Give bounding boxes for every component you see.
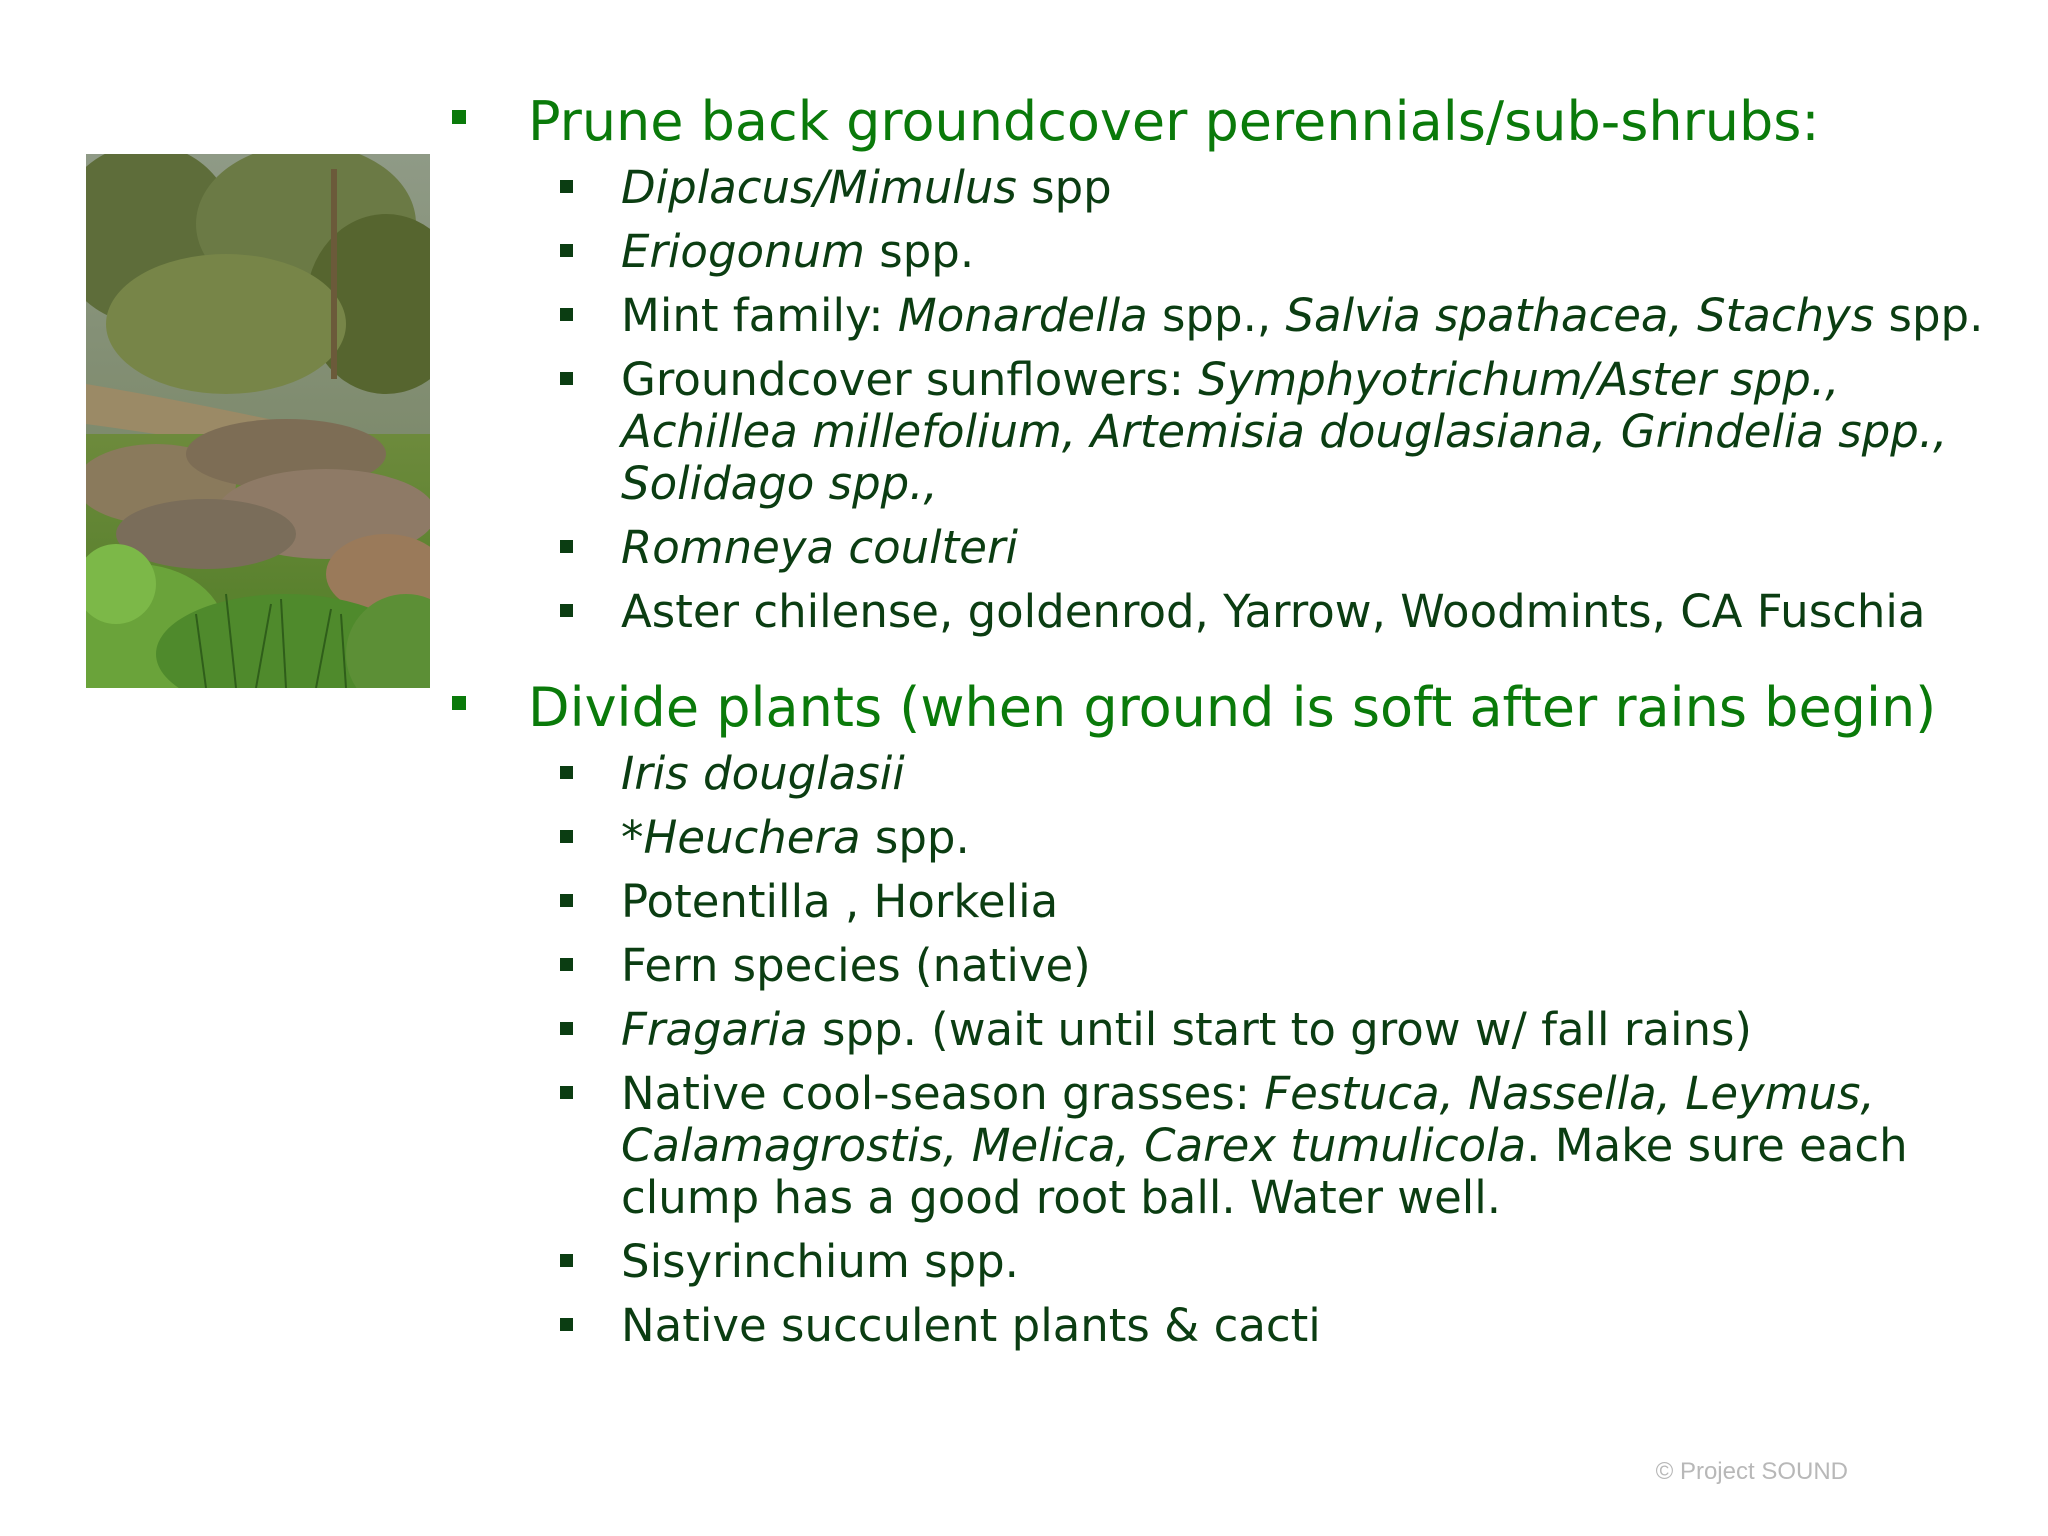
heading-prune-text: Prune back groundcover perennials/sub-shrubs:: [528, 90, 1820, 153]
square-bullet-icon: [452, 696, 466, 710]
list-item: [452, 812, 1992, 864]
list-item-text: [621, 354, 1992, 510]
square-bullet-icon: [560, 1254, 573, 1267]
square-bullet-icon: [560, 766, 573, 779]
text-run: . Make sure each clump has a good root ball. Water well.: [621, 1119, 1908, 1224]
list-item-text: [621, 1300, 1992, 1352]
list-item-text: [621, 586, 1992, 638]
list-item: [452, 1300, 1992, 1352]
copyright-notice: © Project SOUND: [1655, 1458, 1848, 1485]
garden-photo: [86, 154, 430, 688]
square-bullet-icon: [560, 1022, 573, 1035]
text-run: Salvia spathacea, Stachys: [1285, 289, 1875, 342]
heading-divide: [452, 674, 1992, 742]
square-bullet-icon: [560, 372, 573, 385]
square-bullet-icon: [560, 958, 573, 971]
slide-content: [452, 88, 1992, 1364]
square-bullet-icon: [560, 830, 573, 843]
list-item: [452, 522, 1992, 574]
list-item-text: [621, 940, 1992, 992]
section-divide: [452, 674, 1992, 1352]
text-run: Native succulent plants & cacti: [621, 1299, 1321, 1352]
list-item: [452, 162, 1992, 214]
square-bullet-icon: [560, 308, 573, 321]
text-run: *Heuchera: [621, 811, 861, 864]
list-item: [452, 586, 1992, 638]
text-run: Sisyrinchium spp.: [621, 1235, 1019, 1288]
divide-list: [452, 748, 1992, 1352]
list-item-text: [621, 162, 1992, 214]
text-run: Festuca, Nassella, Leymus, Calamagrostis, Melica, Carex tumulicola: [621, 1067, 1875, 1172]
text-run: Iris douglasii: [621, 747, 905, 800]
square-bullet-icon: [452, 110, 466, 124]
text-run: Symphyotrichum/Aster spp., Achillea millefolium, Artemisia douglasiana, Grindelia spp., Solidago spp.,: [621, 353, 1948, 510]
list-item: [452, 354, 1992, 510]
text-run: spp. (wait until start to grow w/ fall rains): [807, 1003, 1752, 1056]
text-run: spp.,: [1147, 289, 1286, 342]
list-item-text: [621, 522, 1992, 574]
text-run: Mint family:: [621, 289, 898, 342]
text-run: Eriogonum: [621, 225, 865, 278]
square-bullet-icon: [560, 540, 573, 553]
text-run: Groundcover sunflowers:: [621, 353, 1199, 406]
text-run: spp.: [860, 811, 970, 864]
text-run: Fragaria: [621, 1003, 808, 1056]
list-item-text: [621, 1004, 1992, 1056]
text-run: Aster chilense, goldenrod, Yarrow, Woodmints, CA Fuschia: [621, 585, 1926, 638]
list-item: [452, 940, 1992, 992]
square-bullet-icon: [560, 604, 573, 617]
square-bullet-icon: [560, 244, 573, 257]
text-run: Diplacus/Mimulus: [621, 161, 1017, 214]
square-bullet-icon: [560, 180, 573, 193]
list-item-text: [621, 1068, 1992, 1224]
square-bullet-icon: [560, 1086, 573, 1099]
list-item: [452, 876, 1992, 928]
text-run: Fern species (native): [621, 939, 1091, 992]
text-run: Native cool-season grasses:: [621, 1067, 1265, 1120]
list-item: [452, 1236, 1992, 1288]
text-run: Potentilla , Horkelia: [621, 875, 1059, 928]
square-bullet-icon: [560, 894, 573, 907]
prune-list: [452, 162, 1992, 638]
square-bullet-icon: [560, 1318, 573, 1331]
section-prune: [452, 88, 1992, 638]
list-item-text: [621, 290, 1992, 342]
text-run: spp.: [1874, 289, 1984, 342]
list-item-text: [621, 812, 1992, 864]
list-item-text: [621, 876, 1992, 928]
list-item: [452, 290, 1992, 342]
text-run: Monardella: [897, 289, 1148, 342]
list-item: [452, 226, 1992, 278]
list-item: [452, 1004, 1992, 1056]
list-item-text: [621, 748, 1992, 800]
text-run: spp: [1016, 161, 1112, 214]
text-run: spp.: [864, 225, 975, 278]
list-item-text: [621, 226, 1992, 278]
heading-prune: [452, 88, 1992, 156]
text-run: Romneya coulteri: [621, 521, 1018, 574]
list-item: [452, 748, 1992, 800]
list-item: [452, 1068, 1992, 1224]
heading-divide-text: Divide plants (when ground is soft after rains begin): [528, 676, 1937, 739]
list-item-text: [621, 1236, 1992, 1288]
